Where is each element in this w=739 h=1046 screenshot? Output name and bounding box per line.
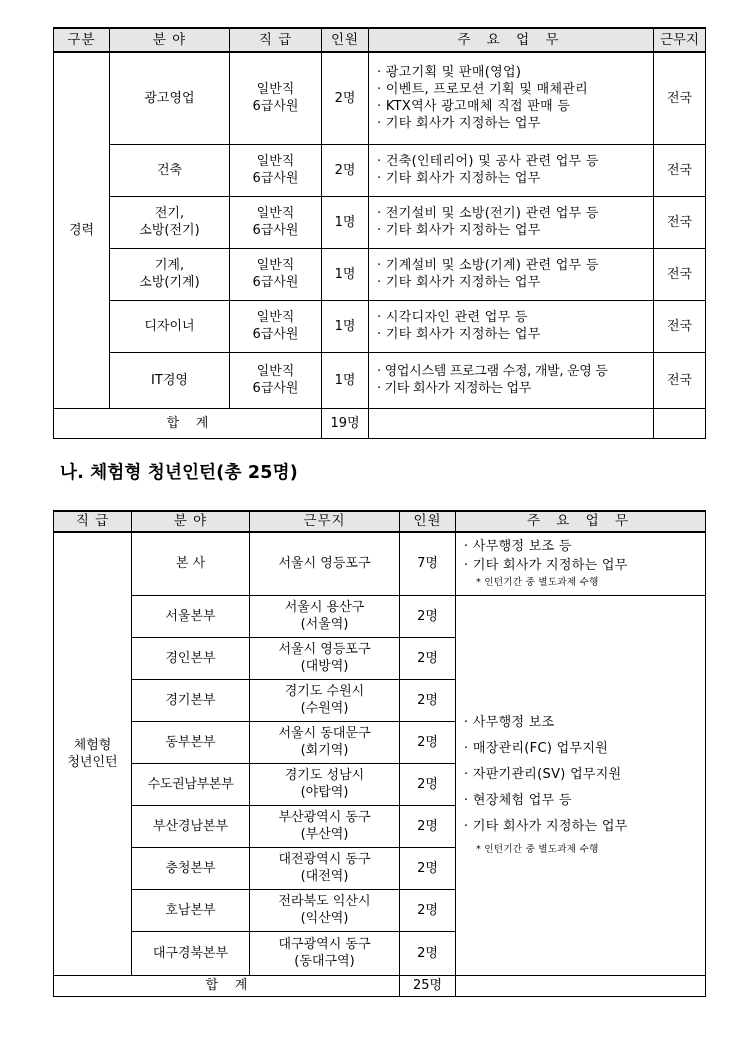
location-cell: 서울시 영등포구 (대방역) [250,637,400,679]
header-count: 인원 [400,511,456,532]
count-cell: 1명 [322,300,369,352]
location-cell: 경기도 수원시 (수원역) [250,679,400,721]
count-cell: 2명 [400,721,456,763]
count-cell: 2명 [400,679,456,721]
count-cell: 2명 [400,847,456,889]
duties-cell: · 영업시스템 프로그램 수정, 개발, 운영 등 · 기타 회사가 지정하는 업무 [369,352,654,408]
note-text: * 인턴기간 중 별도과제 수행 [476,577,599,589]
header-field: 분 야 [132,511,250,532]
intern-positions-table [53,510,706,997]
grade-cell: 일반직 6급사원 [230,300,322,352]
total-empty [369,408,654,438]
count-cell: 7명 [400,532,456,595]
total-label: 합 계 [54,408,322,438]
grade-cell: 일반직 6급사원 [230,144,322,196]
field-cell: 호남본부 [132,889,250,931]
header-category: 구분 [54,28,110,52]
table-row [54,144,706,196]
field-cell: 충청본부 [132,847,250,889]
location-cell: 서울시 영등포구 [250,532,400,595]
duties-cell: · 전기설비 및 소방(전기) 관련 업무 등 · 기타 회사가 지정하는 업무 [369,196,654,248]
total-empty [456,975,706,996]
table-row [54,52,706,144]
table-row [54,300,706,352]
location-cell: 전국 [654,248,706,300]
field-cell: 전기, 소방(전기) [110,196,230,248]
group-label: 체험형 청년인턴 [54,532,132,975]
header-grade: 직 급 [54,511,132,532]
table-row [54,352,706,408]
location-cell: 서울시 용산구 (서울역) [250,595,400,637]
location-cell: 전국 [654,300,706,352]
field-cell: 본 사 [132,532,250,595]
count-cell: 1명 [322,196,369,248]
total-empty [654,408,706,438]
header-duties: 주 요 업 무 [456,511,706,532]
count-cell: 1명 [322,352,369,408]
note-text: * 인턴기간 중 별도과제 수행 [476,844,599,855]
location-cell: 부산광역시 동구 (부산역) [250,805,400,847]
location-cell: 경기도 성남시 (야탑역) [250,763,400,805]
header-count: 인원 [322,28,369,52]
count-cell: 2명 [400,763,456,805]
total-row [54,408,706,438]
field-cell: 건축 [110,144,230,196]
count-cell: 2명 [322,144,369,196]
location-cell: 서울시 동대문구 (회기역) [250,721,400,763]
count-cell: 2명 [400,889,456,931]
grade-cell: 일반직 6급사원 [230,248,322,300]
total-count: 19명 [322,408,369,438]
duties-cell-regional: · 사무행정 보조 · 매장관리(FC) 업무지원 · 자판기관리(SV) 업무지원 · 현장체험 업무 등 · 기타 회사가 지정하는 업무 * 인턴기간 중 별도과제 수행 [456,595,706,975]
location-cell: 전국 [654,52,706,144]
field-cell: 디자이너 [110,300,230,352]
total-row [54,975,706,996]
field-cell: 기계, 소방(기계) [110,248,230,300]
count-cell: 2명 [400,595,456,637]
header-field: 분 야 [110,28,230,52]
duties-cell: · 시각디자인 관련 업무 등 · 기타 회사가 지정하는 업무 [369,300,654,352]
location-cell: 대전광역시 동구 (대전역) [250,847,400,889]
duties-cell: · 광고기획 및 판매(영업) · 이벤트, 프로모션 기획 및 매체관리 · KTX역사 광고매체 직접 판매 등 · 기타 회사가 지정하는 업무 [369,52,654,144]
count-cell: 2명 [322,52,369,144]
field-cell: 광고영업 [110,52,230,144]
table-row [54,196,706,248]
field-cell: 동부본부 [132,721,250,763]
grade-cell: 일반직 6급사원 [230,196,322,248]
location-cell: 전국 [654,196,706,248]
grade-cell: 일반직 6급사원 [230,352,322,408]
grade-cell: 일반직 6급사원 [230,52,322,144]
count-cell: 2명 [400,805,456,847]
table-row [54,532,706,595]
group-label: 경력 [54,52,110,408]
total-count: 25명 [400,975,456,996]
field-cell: IT경영 [110,352,230,408]
field-cell: 경기본부 [132,679,250,721]
count-cell: 1명 [322,248,369,300]
duties-cell: · 기계설비 및 소방(기계) 관련 업무 등 · 기타 회사가 지정하는 업무 [369,248,654,300]
field-cell: 수도권남부본부 [132,763,250,805]
section-title: 나. 체험형 청년인턴(총 25명) [60,463,298,483]
duties-cell-hq: · 사무행정 보조 등 · 기타 회사가 지정하는 업무 * 인턴기간 중 별도과제 수행 [456,532,706,595]
header-duties: 주 요 업 무 [369,28,654,52]
career-positions-table [53,27,706,439]
field-cell: 서울본부 [132,595,250,637]
location-cell: 전국 [654,352,706,408]
table-row [54,595,706,637]
field-cell: 부산경남본부 [132,805,250,847]
count-cell: 2명 [400,931,456,975]
field-cell: 대구경북본부 [132,931,250,975]
location-cell: 전국 [654,144,706,196]
header-location: 근무지 [654,28,706,52]
header-location: 근무지 [250,511,400,532]
header-grade: 직 급 [230,28,322,52]
total-label: 합 계 [54,975,400,996]
table-row [54,248,706,300]
field-cell: 경인본부 [132,637,250,679]
location-cell: 전라북도 익산시 (익산역) [250,889,400,931]
count-cell: 2명 [400,637,456,679]
location-cell: 대구광역시 동구 (동대구역) [250,931,400,975]
duties-cell: · 건축(인테리어) 및 공사 관련 업무 등 · 기타 회사가 지정하는 업무 [369,144,654,196]
